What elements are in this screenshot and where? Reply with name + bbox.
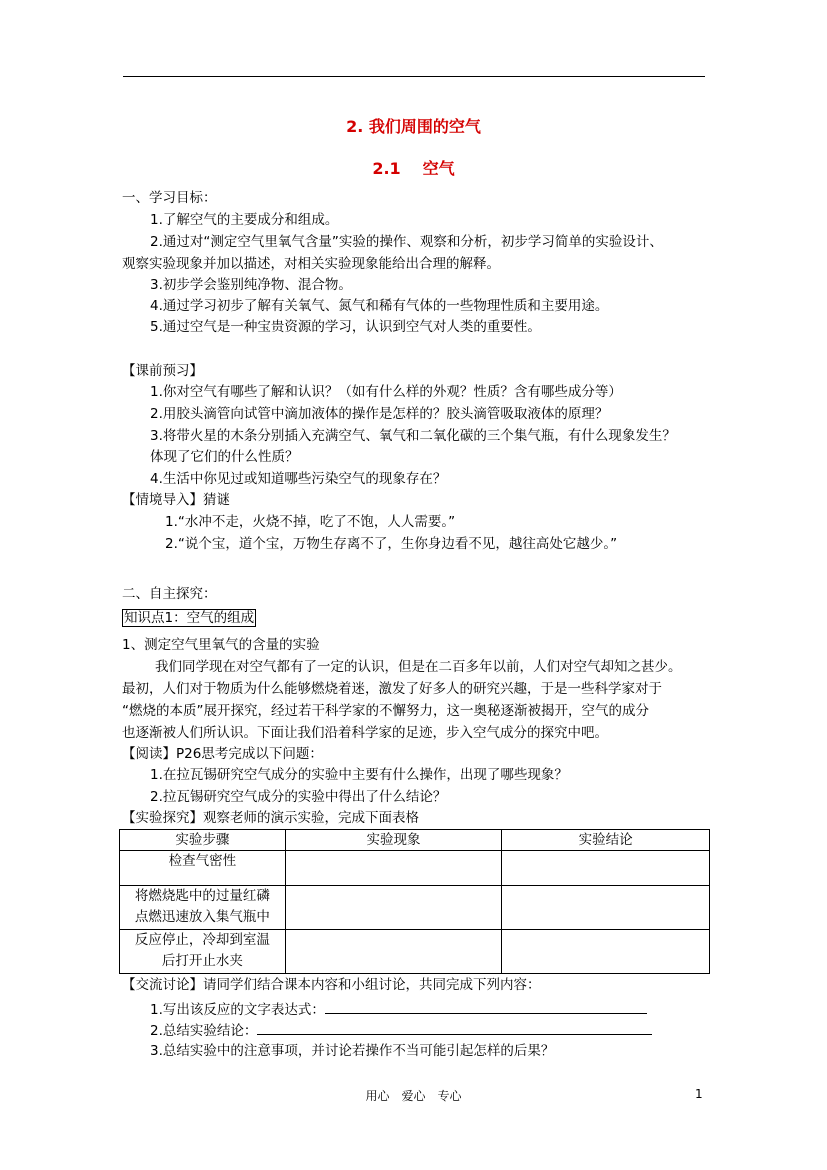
step-text: 检查气密性	[168, 853, 237, 869]
table-row	[120, 930, 710, 974]
table-header-cell: 实验现象	[285, 830, 502, 851]
paragraph-line: “燃烧的本质”展开探究，经过若干科学家的不懈努力，这一奥秘逐渐被揭开，空气的成分	[122, 703, 649, 719]
table-row	[120, 886, 710, 930]
discussion-item: 3.总结实验中的注意事项，并讨论若操作不当可能引起怎样的后果？	[150, 1043, 555, 1059]
explore-heading: 二、自主探究：	[122, 586, 217, 602]
preview-item: 3.将带火星的木条分别插入充满空气、氧气和二氧化碳的三个集气瓶，有什么现象发生？	[150, 428, 676, 444]
preview-item: 2.用胶头滴管向试管中滴加液体的操作是怎样的？胶头滴管吸取液体的原理？	[150, 406, 609, 422]
discussion-item	[150, 1020, 652, 1040]
preview-item-continued: 体现了它们的什么性质？	[150, 449, 299, 465]
paragraph-line: 最初，人们对于物质为什么能够燃烧着迷，激发了好多人的研究兴趣，于是一些科学家对于	[122, 681, 662, 697]
objective-item: 3.初步学会鉴别纯净物、混合物。	[150, 277, 352, 293]
reading-heading: 【阅读】P26思考完成以下问题：	[122, 746, 323, 762]
paragraph-line: 我们同学现在对空气都有了一定的认识，但是在二百多年以前，人们对空气却知之甚少。	[155, 659, 682, 675]
discussion-item	[150, 999, 647, 1019]
observation-cell[interactable]	[285, 851, 502, 886]
preview-heading: 【课前预习】	[122, 363, 203, 379]
experiment-sub-heading: 1、测定空气里氧气的含量的实验	[122, 637, 320, 653]
observation-cell[interactable]	[285, 930, 502, 974]
section-title	[0, 156, 827, 179]
objective-item: 4.通过学习初步了解有关氧气、氮气和稀有气体的一些物理性质和主要用途。	[150, 298, 609, 314]
answer-blank[interactable]	[257, 1020, 652, 1035]
objectives-heading: 一、学习目标：	[122, 190, 217, 206]
footer-motto: 专心	[437, 1089, 462, 1103]
table-row	[120, 851, 710, 886]
chapter-title: 2. 我们周围的空气	[346, 117, 481, 136]
preview-item: 1.你对空气有哪些了解和认识？（如有什么样的外观？性质？含有哪些成分等）	[150, 384, 622, 400]
discussion-item-text: 2.总结实验结论：	[150, 1023, 258, 1039]
step-text: 点燃迅速放入集气瓶中	[134, 909, 270, 925]
conclusion-cell[interactable]	[502, 886, 710, 930]
header-rule	[123, 76, 705, 77]
paragraph-line: 也逐渐被人们所认识。下面让我们沿着科学家的足迹，步入空气成分的探究中吧。	[122, 725, 608, 741]
step-text: 将燃烧匙中的过量红磷	[134, 888, 270, 904]
table-header-cell: 实验步骤	[120, 830, 286, 851]
section-number: 2.1	[372, 159, 401, 178]
footer-motto: 用心	[365, 1089, 390, 1103]
table-header-row	[120, 830, 710, 851]
objective-item: 5.通过空气是一种宝贵资源的学习，认识到空气对人类的重要性。	[150, 319, 541, 335]
step-cell	[120, 930, 286, 974]
preview-item: 4.生活中你见过或知道哪些污染空气的现象存在？	[150, 471, 447, 487]
objective-item: 1.了解空气的主要成分和组成。	[150, 212, 339, 228]
riddle-item: 2.“说个宝，道个宝，万物生存离不了，生你身边看不见，越往高处它越少。”	[165, 536, 618, 552]
page-number: 1	[695, 1087, 703, 1101]
section-title-text: 空气	[422, 159, 455, 178]
observation-cell[interactable]	[285, 886, 502, 930]
situation-heading: 【情境导入】猜谜	[122, 492, 230, 508]
table-header-cell: 实验结论	[502, 830, 710, 851]
step-cell	[120, 851, 286, 886]
step-text: 反应停止，冷却到室温	[134, 932, 270, 948]
experiment-heading: 【实验探究】观察老师的演示实验，完成下面表格	[122, 810, 419, 826]
conclusion-cell[interactable]	[502, 930, 710, 974]
reading-item: 1.在拉瓦锡研究空气成分的实验中主要有什么操作，出现了哪些现象？	[150, 767, 568, 783]
conclusion-cell[interactable]	[502, 851, 710, 886]
reading-item: 2.拉瓦锡研究空气成分的实验中得出了什么结论？	[150, 789, 447, 805]
answer-blank[interactable]	[325, 999, 647, 1014]
riddle-item: 1.“水冲不走，火烧不掉，吃了不饱，人人需要。”	[165, 514, 456, 530]
knowledge-point-box: 知识点1：空气的组成	[124, 610, 255, 626]
discussion-heading: 【交流讨论】请同学们结合课本内容和小组讨论，共同完成下列内容：	[122, 977, 541, 993]
objective-item-continued: 观察实验现象并加以描述，对相关实验现象能给出合理的解释。	[122, 256, 500, 272]
discussion-item-text: 1.写出该反应的文字表达式：	[150, 1002, 325, 1018]
objective-item: 2.通过对“测定空气里氧气含量”实验的操作、观察和分析，初步学习简单的实验设计、	[150, 234, 663, 250]
footer-motto: 爱心	[401, 1089, 426, 1103]
footer-mottos	[0, 1087, 827, 1104]
step-text: 后打开止水夹	[161, 953, 243, 969]
experiment-table	[119, 829, 710, 974]
step-cell	[120, 886, 286, 930]
knowledge-point	[122, 609, 256, 627]
